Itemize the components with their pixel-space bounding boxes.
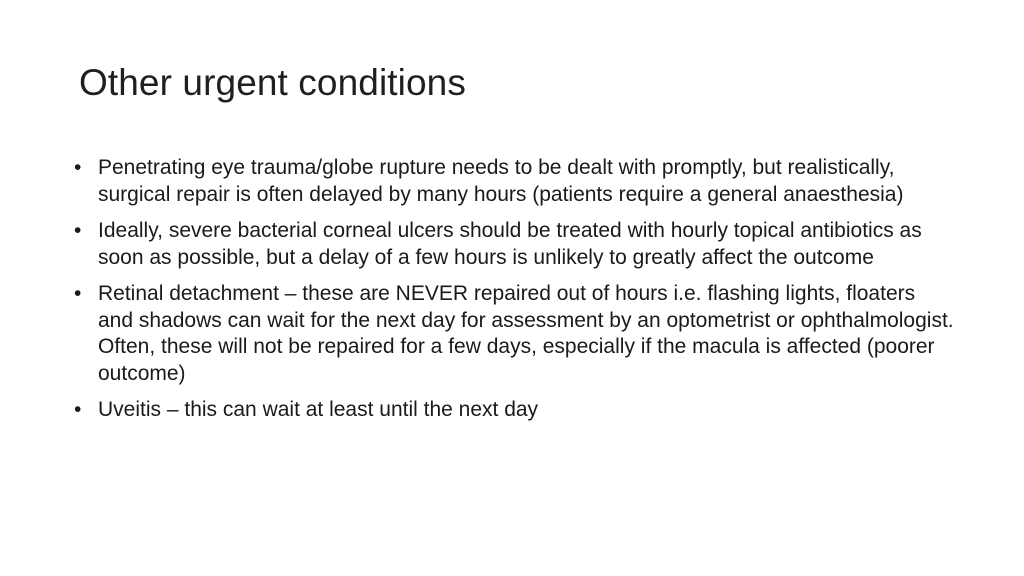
bullet-dot-icon: • <box>74 219 82 242</box>
slide-title: Other urgent conditions <box>79 62 466 103</box>
bullet-dot-icon: • <box>74 156 82 179</box>
bullet-dot-icon: • <box>74 282 82 305</box>
bullet-text: Uveitis – this can wait at least until the next day <box>98 398 539 421</box>
bullet-text: Ideally, severe bacterial corneal ulcers should be treated with hourly topical antibiotics as soon as possible, but a delay of a few hours is unlikely to greatly affect the outcome <box>98 219 922 269</box>
bullet-dot-icon: • <box>74 398 82 421</box>
bullet-item-uveitis <box>74 397 954 424</box>
bullet-text: Penetrating eye trauma/globe rupture needs to be dealt with promptly, but realistically, surgical repair is often delayed by many hours (patients require a general anaesthesia) <box>98 156 904 206</box>
bullet-item-corneal-ulcers <box>74 218 954 271</box>
bullet-item-retinal-detachment <box>74 281 954 387</box>
bullet-list <box>74 155 954 434</box>
bullet-text: Retinal detachment – these are NEVER repaired out of hours i.e. flashing lights, floaters and shadows can wait for the next day for assessment by an optometrist or ophthalmologist. Often, these will not be repaired for a few days, especially if the macula is affected (poorer outcome) <box>98 282 954 385</box>
bullet-item-trauma <box>74 155 954 208</box>
